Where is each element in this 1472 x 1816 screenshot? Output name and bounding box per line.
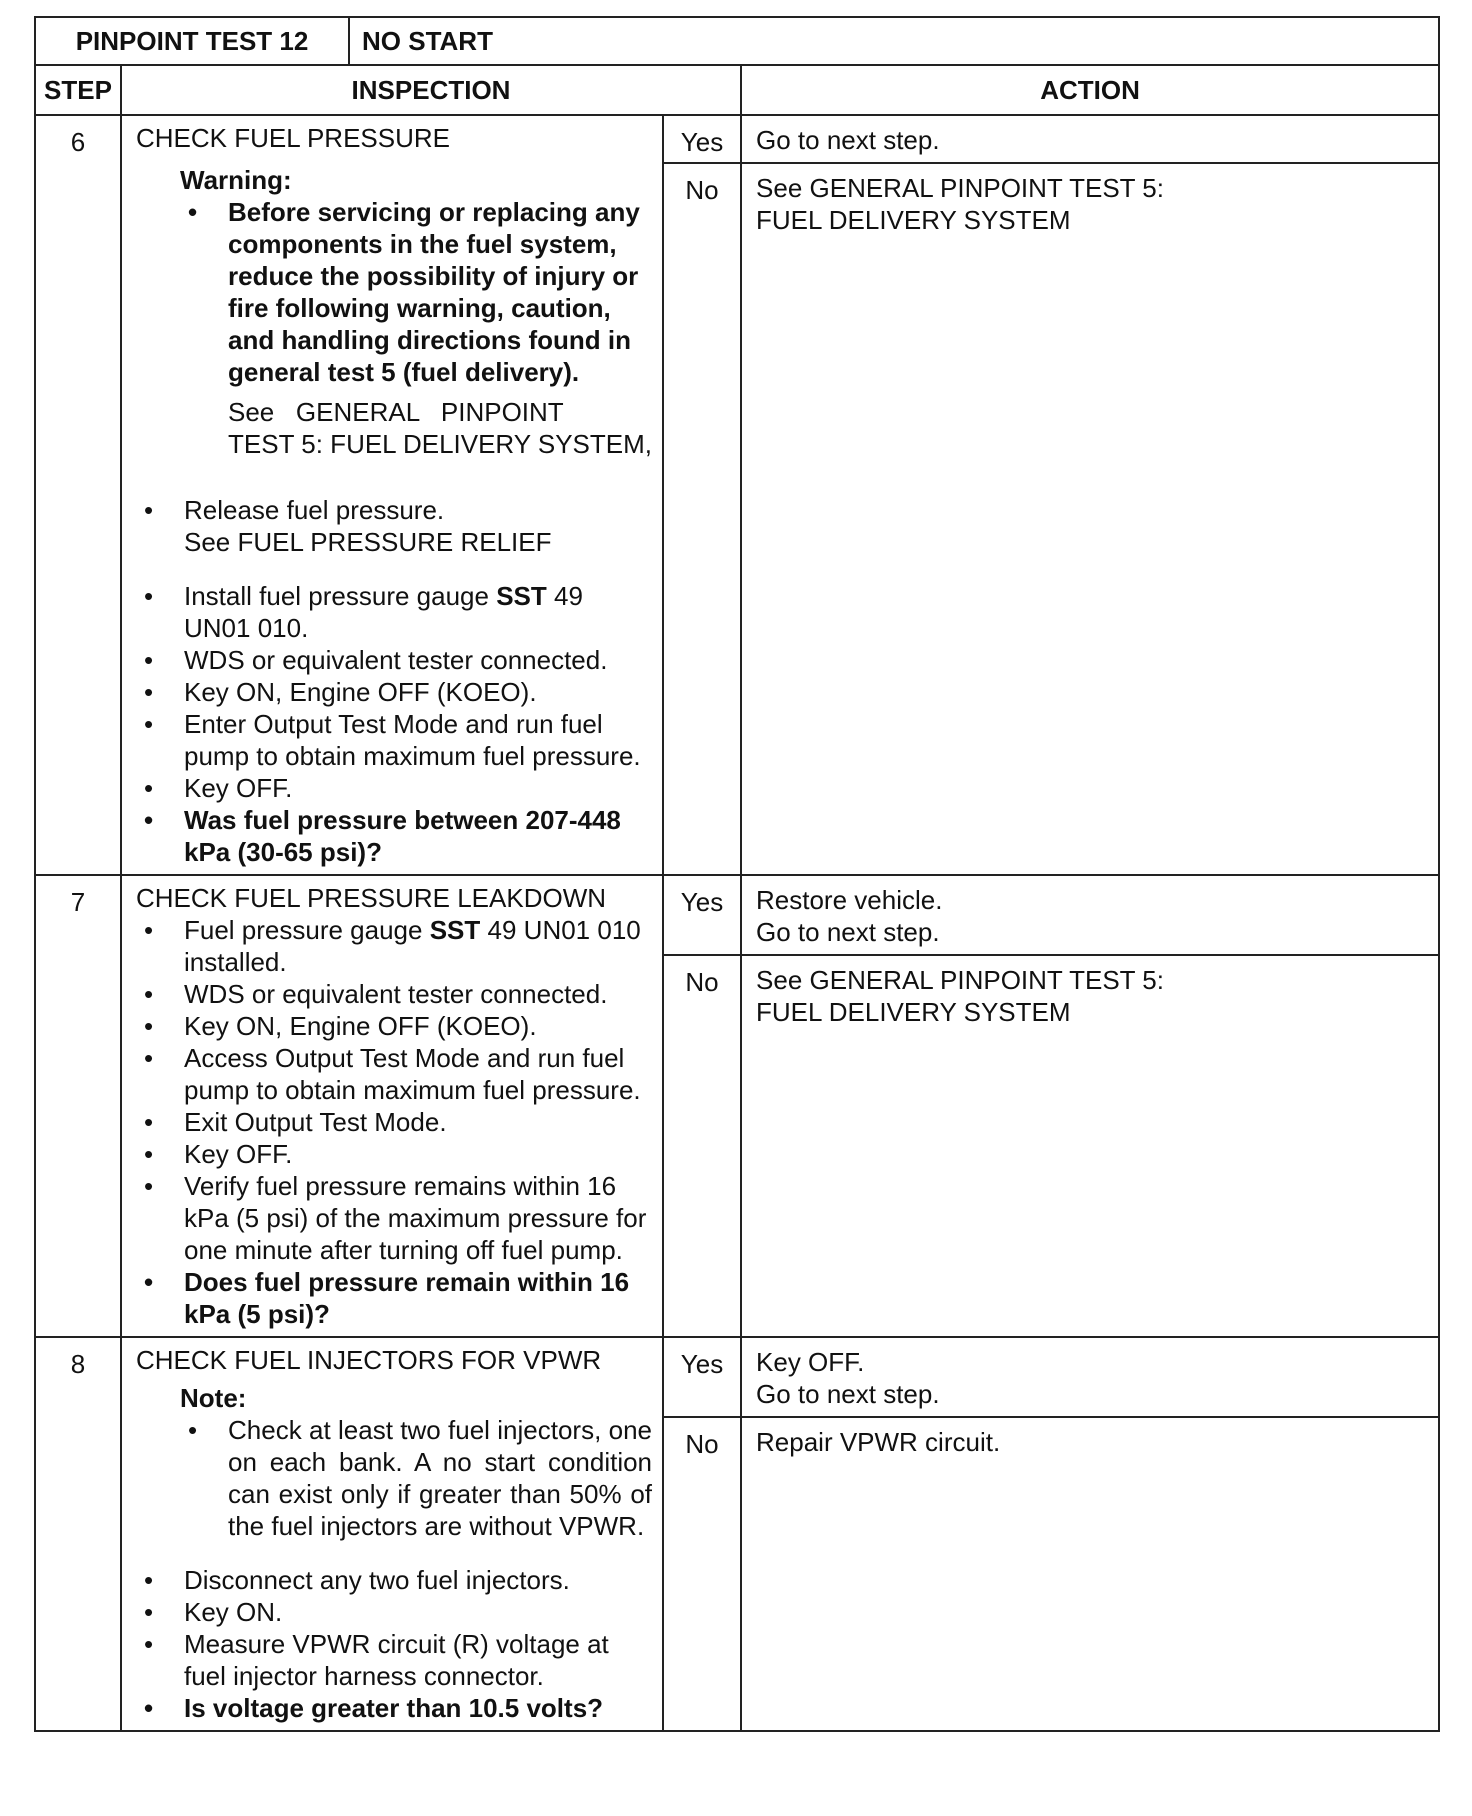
note-block <box>180 1382 652 1542</box>
step-column-header: STEP <box>35 65 121 115</box>
list-item: • Install fuel pressure gauge SST 49 UN01 010. <box>136 580 652 644</box>
yes-action: Restore vehicle. Go to next step. <box>741 875 1439 955</box>
step-7-inspection <box>121 875 663 1337</box>
yes-label: Yes <box>663 875 741 955</box>
test-id: PINPOINT TEST 12 <box>35 17 349 65</box>
test-name: NO START <box>349 17 1439 65</box>
step-number: 8 <box>35 1337 121 1731</box>
list-item: • Key ON. <box>136 1596 652 1628</box>
inspection-column-header: INSPECTION <box>121 65 741 115</box>
no-action: See GENERAL PINPOINT TEST 5: FUEL DELIVERY SYSTEM <box>741 163 1439 875</box>
list-item: • Verify fuel pressure remains within 16 kPa (5 psi) of the maximum pressure for one minute after turning off fuel pump. <box>136 1170 652 1266</box>
step-title: CHECK FUEL INJECTORS FOR VPWR <box>136 1345 602 1375</box>
note-label: Note: <box>180 1383 247 1413</box>
no-label: No <box>663 163 741 875</box>
list-item <box>136 494 652 558</box>
yes-label: Yes <box>663 1337 741 1417</box>
action-column-header: ACTION <box>741 65 1439 115</box>
list-item: • Enter Output Test Mode and run fuel pump to obtain maximum fuel pressure. <box>136 708 652 772</box>
list-item: • Key OFF. <box>136 1138 652 1170</box>
step-8-yes-row <box>35 1337 1439 1417</box>
yes-action: Key OFF. Go to next step. <box>741 1337 1439 1417</box>
warning-see-line-1: See GENERAL PINPOINT <box>228 397 564 427</box>
step-8-inspection <box>121 1337 663 1731</box>
step-6-yes-row <box>35 115 1439 163</box>
no-label: No <box>663 955 741 1337</box>
warning-label: Warning: <box>180 165 292 195</box>
column-header-row <box>35 65 1439 115</box>
list-item: • Fuel pressure gauge SST 49 UN01 010 installed. <box>136 914 652 978</box>
list-item: • Key OFF. <box>136 772 652 804</box>
test-header-row <box>35 17 1439 65</box>
no-label: No <box>663 1417 741 1731</box>
yes-label: Yes <box>663 115 741 163</box>
list-item: • Disconnect any two fuel injectors. <box>136 1564 652 1596</box>
note-text: • Check at least two fuel injectors, one on each bank. A no start condition can exist only if greater than 50% of the fuel injectors are without VPWR. <box>180 1414 652 1542</box>
list-item: • Key ON, Engine OFF (KOEO). <box>136 1010 652 1042</box>
list-item: • Access Output Test Mode and run fuel pump to obtain maximum fuel pressure. <box>136 1042 652 1106</box>
bullet-text: • Release fuel pressure. <box>184 495 445 525</box>
no-action: Repair VPWR circuit. <box>741 1417 1439 1731</box>
list-item: • WDS or equivalent tester connected. <box>136 644 652 676</box>
list-item: • Does fuel pressure remain within 16 kPa (5 psi)? <box>136 1266 652 1330</box>
yes-action: Go to next step. <box>741 115 1439 163</box>
list-item: • Is voltage greater than 10.5 volts? <box>136 1692 652 1724</box>
list-item: • Measure VPWR circuit (R) voltage at fuel injector harness connector. <box>136 1628 652 1692</box>
step-number: 6 <box>35 115 121 875</box>
step-6-inspection <box>121 115 663 875</box>
warning-see-line-2: TEST 5: FUEL DELIVERY SYSTEM, <box>228 429 653 459</box>
see-reference: See FUEL PRESSURE RELIEF <box>184 527 552 557</box>
list-item: • Key ON, Engine OFF (KOEO). <box>136 676 652 708</box>
warning-block <box>180 164 652 460</box>
step-title: CHECK FUEL PRESSURE LEAKDOWN <box>136 883 607 913</box>
list-item: • Exit Output Test Mode. <box>136 1106 652 1138</box>
step-title: CHECK FUEL PRESSURE <box>136 123 450 153</box>
no-action: See GENERAL PINPOINT TEST 5: FUEL DELIVERY SYSTEM <box>741 955 1439 1337</box>
list-item: • WDS or equivalent tester connected. <box>136 978 652 1010</box>
warning-text: • Before servicing or replacing any components in the fuel system, reduce the possibility of injury or fire following warning, caution, and handling directions found in general test 5 (fuel delivery). <box>180 196 652 388</box>
list-item: • Was fuel pressure between 207-448 kPa (30-65 psi)? <box>136 804 652 868</box>
step-number: 7 <box>35 875 121 1337</box>
pinpoint-test-table <box>34 16 1440 1732</box>
step-7-yes-row <box>35 875 1439 955</box>
